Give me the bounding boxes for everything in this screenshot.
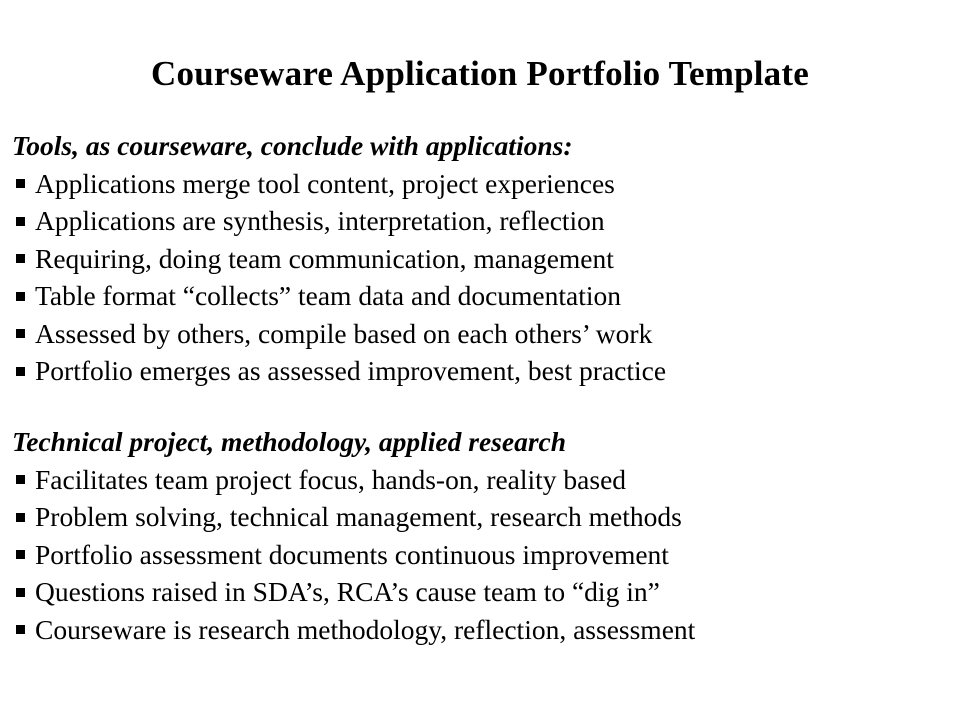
section-technical-project [12,423,952,649]
square-bullet-icon [16,329,25,338]
list-item-text: Questions raised in SDA’s, RCA’s cause team to “dig in” [35,576,660,608]
list-item [12,165,952,203]
list-item-text: Courseware is research methodology, reflection, assessment [35,613,696,645]
square-bullet-icon [16,625,25,634]
list-item [12,240,952,278]
section-tools [12,127,952,390]
list-item [12,574,952,612]
list-item [12,536,952,574]
list-item [12,611,952,649]
list-item [12,315,952,353]
list-item-text: Requiring, doing team communication, management [35,242,614,274]
list-item-text: Portfolio assessment documents continuous improvement [35,538,669,570]
square-bullet-icon [16,254,25,263]
list-item [12,461,952,499]
list-item [12,499,952,537]
bullet-list [12,461,952,649]
square-bullet-icon [16,217,25,226]
list-item-text: Applications merge tool content, project experiences [35,167,615,199]
square-bullet-icon [16,475,25,484]
list-item-text: Facilitates team project focus, hands-on, reality based [35,463,627,495]
bullet-list [12,165,952,390]
square-bullet-icon [16,179,25,188]
list-item [12,203,952,241]
square-bullet-icon [16,513,25,522]
square-bullet-icon [16,588,25,597]
list-item-text: Problem solving, technical management, research methods [35,501,682,533]
list-item-text: Applications are synthesis, interpretation, reflection [35,205,605,237]
list-item [12,353,952,391]
section-heading: Technical project, methodology, applied research [12,426,567,457]
slide-title: Courseware Application Portfolio Template [151,54,809,93]
square-bullet-icon [16,292,25,301]
section-heading: Tools, as courseware, conclude with applications: [12,130,573,161]
square-bullet-icon [16,550,25,559]
list-item-text: Portfolio emerges as assessed improvement, best practice [35,355,667,387]
list-item-text: Assessed by others, compile based on each others’ work [35,317,653,349]
list-item-text: Table format “collects” team data and documentation [35,280,622,312]
list-item [12,278,952,316]
square-bullet-icon [16,367,25,376]
